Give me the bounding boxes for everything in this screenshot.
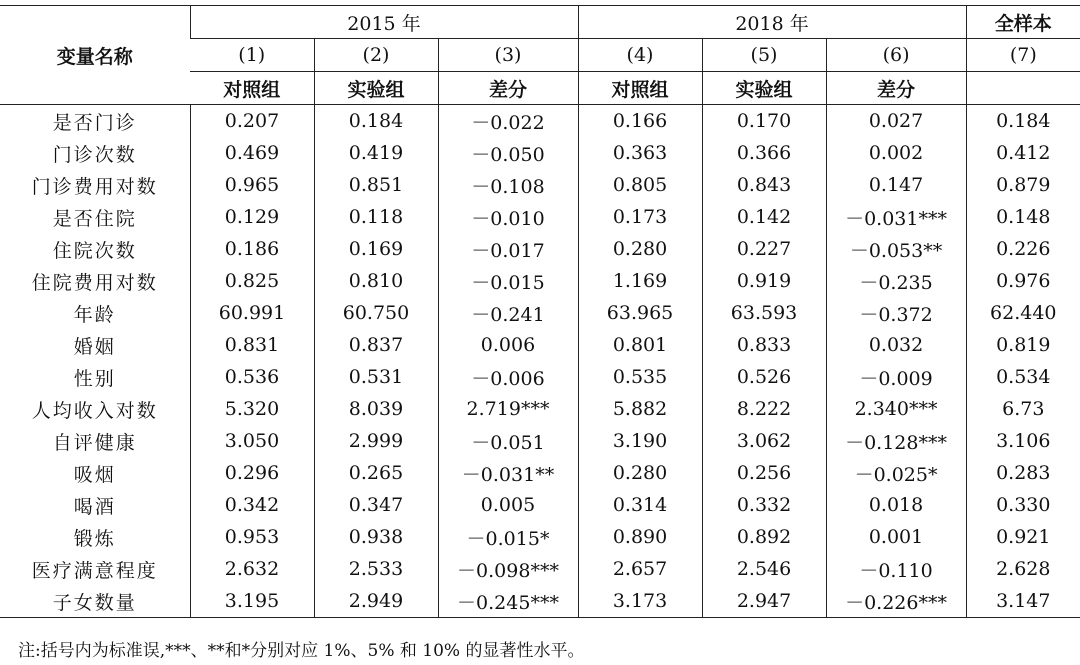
table-row (0, 169, 1080, 201)
year-header-row (0, 6, 1080, 39)
value-cell: 0.280 (578, 233, 702, 265)
group-label: 实验组 (702, 72, 826, 105)
value-cell: 0.006 (438, 329, 578, 361)
variable-name-header: 变量名称 (0, 6, 190, 105)
table-row (0, 521, 1080, 553)
value-cell: 0.419 (314, 137, 438, 169)
table-row (0, 137, 1080, 169)
value-cell: 0.147 (826, 169, 966, 201)
variable-name-cell: 自评健康 (52, 431, 137, 454)
value-cell: 8.222 (702, 393, 826, 425)
value-cell: 0.469 (190, 137, 314, 169)
value-cell: 3.106 (966, 425, 1080, 457)
table-row (0, 233, 1080, 265)
column-number: (1) (190, 39, 314, 72)
value-cell: 0.953 (190, 521, 314, 553)
table-row (0, 553, 1080, 585)
value-cell: －0.031** (438, 457, 578, 489)
value-cell: 0.170 (702, 105, 826, 138)
variable-name-cell: 婚姻 (73, 335, 116, 358)
value-cell: 0.142 (702, 201, 826, 233)
column-number: (3) (438, 39, 578, 72)
value-cell: 0.129 (190, 201, 314, 233)
value-cell: 0.186 (190, 233, 314, 265)
variable-name-cell: 门诊次数 (52, 143, 137, 166)
value-cell: 0.851 (314, 169, 438, 201)
value-cell: －0.226*** (826, 585, 966, 618)
table-row (0, 329, 1080, 361)
value-cell: 0.001 (826, 521, 966, 553)
value-cell: 0.965 (190, 169, 314, 201)
column-number: (6) (826, 39, 966, 72)
value-cell: 3.050 (190, 425, 314, 457)
value-cell: 2.657 (578, 553, 702, 585)
value-cell: 2.999 (314, 425, 438, 457)
value-cell: 0.531 (314, 361, 438, 393)
value-cell: 0.002 (826, 137, 966, 169)
value-cell: 63.593 (702, 297, 826, 329)
value-cell: 0.810 (314, 265, 438, 297)
value-cell: －0.241 (438, 297, 578, 329)
value-cell: －0.015 (438, 265, 578, 297)
table-row (0, 297, 1080, 329)
value-cell: －0.372 (826, 297, 966, 329)
variable-name-cell: 住院次数 (52, 239, 137, 262)
value-cell: 0.314 (578, 489, 702, 521)
full-sample-header: 全样本 (966, 6, 1080, 39)
column-number: (4) (578, 39, 702, 72)
table-row (0, 457, 1080, 489)
value-cell: 0.265 (314, 457, 438, 489)
value-cell: 0.412 (966, 137, 1080, 169)
column-number: (7) (966, 39, 1080, 72)
value-cell: 2.628 (966, 553, 1080, 585)
value-cell: －0.110 (826, 553, 966, 585)
value-cell: －0.010 (438, 201, 578, 233)
group-label: 差分 (438, 72, 578, 105)
value-cell: 0.330 (966, 489, 1080, 521)
value-cell: 0.919 (702, 265, 826, 297)
group-label: 对照组 (190, 72, 314, 105)
value-cell: 60.750 (314, 297, 438, 329)
value-cell: 0.534 (966, 361, 1080, 393)
column-number: (2) (314, 39, 438, 72)
value-cell: 2.533 (314, 553, 438, 585)
value-cell: －0.053** (826, 233, 966, 265)
group-label: 差分 (826, 72, 966, 105)
value-cell: －0.017 (438, 233, 578, 265)
value-cell: －0.022 (438, 105, 578, 138)
value-cell: 0.879 (966, 169, 1080, 201)
value-cell: 0.280 (578, 457, 702, 489)
value-cell: 2.719*** (438, 393, 578, 425)
value-cell: 0.207 (190, 105, 314, 138)
value-cell: 2.340*** (826, 393, 966, 425)
value-cell: 1.169 (578, 265, 702, 297)
variable-name-cell: 人均收入对数 (31, 399, 158, 422)
value-cell: 0.938 (314, 521, 438, 553)
value-cell: 0.843 (702, 169, 826, 201)
value-cell: 0.892 (702, 521, 826, 553)
group-label: 实验组 (314, 72, 438, 105)
value-cell: 0.536 (190, 361, 314, 393)
value-cell: 0.535 (578, 361, 702, 393)
value-cell: 2.632 (190, 553, 314, 585)
variable-name-cell: 是否住院 (52, 207, 137, 230)
value-cell: －0.051 (438, 425, 578, 457)
value-cell: 0.890 (578, 521, 702, 553)
value-cell: 0.184 (966, 105, 1080, 138)
value-cell: －0.050 (438, 137, 578, 169)
value-cell: 8.039 (314, 393, 438, 425)
value-cell: 5.882 (578, 393, 702, 425)
value-cell: －0.098*** (438, 553, 578, 585)
value-cell: 0.921 (966, 521, 1080, 553)
column-number: (5) (702, 39, 826, 72)
variable-name-cell: 年龄 (73, 303, 116, 326)
value-cell: 2.949 (314, 585, 438, 618)
value-cell: 6.73 (966, 393, 1080, 425)
value-cell: 0.169 (314, 233, 438, 265)
value-cell: 0.526 (702, 361, 826, 393)
value-cell: 0.366 (702, 137, 826, 169)
variable-name-cell: 性别 (73, 367, 116, 390)
value-cell: 0.173 (578, 201, 702, 233)
value-cell: －0.006 (438, 361, 578, 393)
table-row (0, 585, 1080, 618)
table-row (0, 393, 1080, 425)
value-cell: －0.015* (438, 521, 578, 553)
value-cell: 0.027 (826, 105, 966, 138)
variable-name-cell: 子女数量 (52, 591, 137, 614)
value-cell: 0.805 (578, 169, 702, 201)
value-cell: 0.296 (190, 457, 314, 489)
value-cell: 0.833 (702, 329, 826, 361)
value-cell: 3.173 (578, 585, 702, 618)
group-label (966, 72, 1080, 105)
table-row (0, 425, 1080, 457)
value-cell: 0.825 (190, 265, 314, 297)
value-cell: 0.976 (966, 265, 1080, 297)
value-cell: －0.031*** (826, 201, 966, 233)
variable-name-cell: 锻炼 (73, 527, 116, 550)
value-cell: －0.025* (826, 457, 966, 489)
value-cell: 5.320 (190, 393, 314, 425)
value-cell: －0.245*** (438, 585, 578, 618)
value-cell: 3.190 (578, 425, 702, 457)
value-cell: 0.018 (826, 489, 966, 521)
value-cell: －0.128*** (826, 425, 966, 457)
variable-name-cell: 是否门诊 (52, 111, 137, 134)
variable-name-cell: 喝酒 (73, 495, 116, 518)
table-body (0, 105, 1080, 618)
table-row (0, 201, 1080, 233)
table-row (0, 361, 1080, 393)
table-row (0, 489, 1080, 521)
value-cell: －0.235 (826, 265, 966, 297)
variable-name-cell: 住院费用对数 (31, 271, 158, 294)
value-cell: 2.947 (702, 585, 826, 618)
value-cell: 0.184 (314, 105, 438, 138)
value-cell: 60.991 (190, 297, 314, 329)
value-cell: 0.256 (702, 457, 826, 489)
value-cell: 63.965 (578, 297, 702, 329)
value-cell: 0.347 (314, 489, 438, 521)
value-cell: －0.009 (826, 361, 966, 393)
value-cell: 0.332 (702, 489, 826, 521)
value-cell: 3.147 (966, 585, 1080, 618)
group-label: 对照组 (578, 72, 702, 105)
value-cell: 0.831 (190, 329, 314, 361)
value-cell: 0.283 (966, 457, 1080, 489)
table-row (0, 105, 1080, 138)
value-cell: 0.819 (966, 329, 1080, 361)
value-cell: 0.166 (578, 105, 702, 138)
value-cell: 0.226 (966, 233, 1080, 265)
value-cell: 0.032 (826, 329, 966, 361)
value-cell: 0.342 (190, 489, 314, 521)
value-cell: 0.005 (438, 489, 578, 521)
value-cell: 0.837 (314, 329, 438, 361)
variable-name-cell: 医疗满意程度 (31, 559, 158, 582)
year-2015-header: 2015 年 (190, 6, 578, 39)
variable-name-cell: 吸烟 (73, 463, 116, 486)
table-row (0, 265, 1080, 297)
value-cell: 3.062 (702, 425, 826, 457)
value-cell: 3.195 (190, 585, 314, 618)
value-cell: 0.363 (578, 137, 702, 169)
table-note: 注:括号内为标准误,***、**和*分别对应 1%、5% 和 10% 的显著性水平。 (18, 641, 585, 661)
variable-name-cell: 门诊费用对数 (31, 175, 158, 198)
value-cell: 0.118 (314, 201, 438, 233)
value-cell: 0.227 (702, 233, 826, 265)
value-cell: 2.546 (702, 553, 826, 585)
year-2018-header: 2018 年 (578, 6, 966, 39)
value-cell: 62.440 (966, 297, 1080, 329)
value-cell: －0.108 (438, 169, 578, 201)
value-cell: 0.801 (578, 329, 702, 361)
data-table (0, 5, 1080, 618)
value-cell: 0.148 (966, 201, 1080, 233)
